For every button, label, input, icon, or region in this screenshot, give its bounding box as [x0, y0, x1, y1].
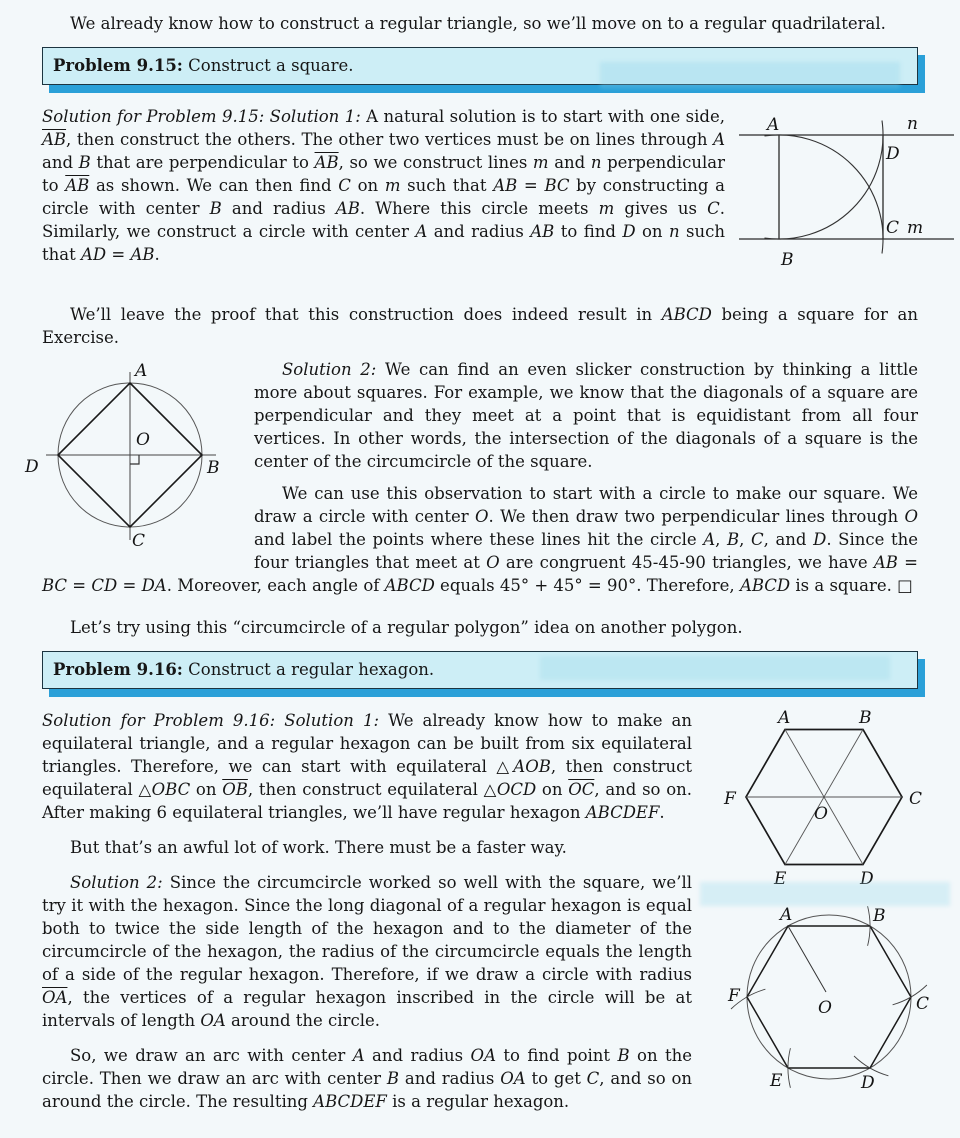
label-o: O [136, 430, 150, 450]
figure-hexagons [704, 709, 954, 1095]
label-a: A [767, 115, 780, 135]
label-f: F [724, 789, 736, 809]
label-e: E [770, 1071, 783, 1091]
arc-center-b [765, 135, 884, 254]
exercise-note-paragraph: We’ll leave the proof that this construction does indeed result in ABCD being a square for an Exercise. [42, 305, 918, 347]
solution-2-square-section [25, 358, 919, 606]
solution-916-section [42, 709, 930, 1122]
problem-915-title: Construct a square. [182, 56, 354, 75]
hexagon-circumcircle-diagram [704, 895, 954, 1095]
solution-915-paragraph: Solution for Problem 9.15: Solution 1: A natural solution is to start with one side, $\overline{AB}$, then construct the others. The other two vertices must be on lines through A and B that are perpendicular to $\overline{AB}$, so we construct lines m and n perpendicular to $\overline{AB}$ as shown. We can then find C on m such that AB = BC by constructing a circle with center B and radius AB. Where this circle meets m gives us C. Similarly, we construct a circle with center A and radius AB to find D on n such that AD = AB. [42, 107, 725, 264]
right-angle-mark [130, 455, 139, 464]
label-b: B [207, 458, 220, 478]
hexagon-outline [747, 926, 911, 1068]
solution-915-section [42, 105, 924, 293]
label-d: D [25, 457, 39, 477]
label-d: D [860, 869, 874, 889]
hexagon-triangles-diagram [704, 709, 944, 889]
label-c: C [909, 789, 923, 809]
solution-916-paragraph-1: Solution for Problem 9.16: Solution 1: We already know how to make an equilateral triangle, and a regular hexagon can be built from six equilateral triangles. Therefore, we can start with equilateral △AOB, then construct equilateral △OBC on $\overline{OB}$, then construct equilateral △OCD on $\overline{OC}$, and so on. After making 6 equilateral triangles, we’ll have regular hexagon ABCDEF. [42, 711, 692, 822]
problem-box-916 [42, 651, 918, 689]
label-n: n [907, 114, 918, 134]
label-o: O [814, 804, 828, 824]
label-a: A [135, 361, 148, 381]
solution-2-square-paragraph-1: Solution 2: We can find an even slicker construction by thinking a little more about squares. For example, we know that the diagonals of a square are perpendicular and they meet at a point that is equidistant from all four vertices. In other words, the intersection of the diagonals of a square is the center of the circumcircle of the square. [254, 360, 918, 471]
problem-916-title: Construct a regular hexagon. [182, 660, 435, 679]
label-c: C [132, 531, 146, 550]
label-b: B [781, 250, 794, 270]
label-d: D [886, 144, 900, 164]
arc-center-a [765, 121, 884, 240]
label-o: O [818, 998, 832, 1018]
label-e: E [774, 869, 787, 889]
intro-paragraph: We already know how to construct a regular triangle, so we’ll move on to a regular quadrilateral. [70, 14, 886, 33]
circumcircle [747, 915, 911, 1079]
label-m: m [907, 218, 924, 238]
label-b: B [873, 906, 886, 926]
lets-try-paragraph: Let’s try using this “circumcircle of a regular polygon” idea on another polygon. [70, 618, 743, 637]
label-b: B [859, 709, 872, 728]
solution-916-paragraph-4: So, we draw an arc with center A and radius OA to find point B on the circle. Then we draw an arc with center B and radius OA to get C, and so on around the circle. The resulting ABCDEF is a regular hexagon. [42, 1046, 693, 1111]
label-c: C [886, 218, 900, 238]
problem-916-label: Problem 9.16: [53, 660, 183, 679]
problem-box-915 [42, 47, 918, 85]
figure-square-construction [739, 105, 954, 287]
label-a: A [778, 709, 791, 728]
problem-915-label: Problem 9.15: [53, 56, 183, 75]
label-d: D [861, 1073, 875, 1093]
solution-916-paragraph-3: Solution 2: Since the circumcircle worked so well with the square, we’ll try it with the hexagon. Since the long diagonal of a regular hexagon is equal both to twice the side length of the hexagon and to the diameter of the circumcircle of the hexagon, the radius of the circumcircle equals the length of a side of the regular hexagon. Therefore, if we draw a circle with radius $\overline{OA}$, the vertices of a regular hexagon inscribed in the circle will be at intervals of length OA around the circle. [42, 873, 692, 1030]
solution-2-square-paragraph-2: We can use this observation to start with a circle to make our square. We draw a circle with center O. We then draw two perpendicular lines through O and label the points where these lines hit the circle A, B, C, and D. Since the four triangles that meet at O are congruent 45-45-90 triangles, we have AB = BC = CD = DA. Moreover, each angle of ABCD equals 45° + 45° = 90°. Therefore, ABCD is a square. □ [42, 484, 919, 595]
circumcircle-square-diagram [12, 360, 240, 550]
figure-circumcircle-square [12, 360, 240, 550]
square-construction-diagram [739, 105, 954, 287]
label-f: F [728, 986, 740, 1006]
label-a: A [780, 905, 793, 925]
radius-oa [788, 926, 826, 992]
solution-916-paragraph-2: But that’s an awful lot of work. There must be a faster way. [70, 838, 567, 857]
label-c: C [916, 994, 930, 1014]
